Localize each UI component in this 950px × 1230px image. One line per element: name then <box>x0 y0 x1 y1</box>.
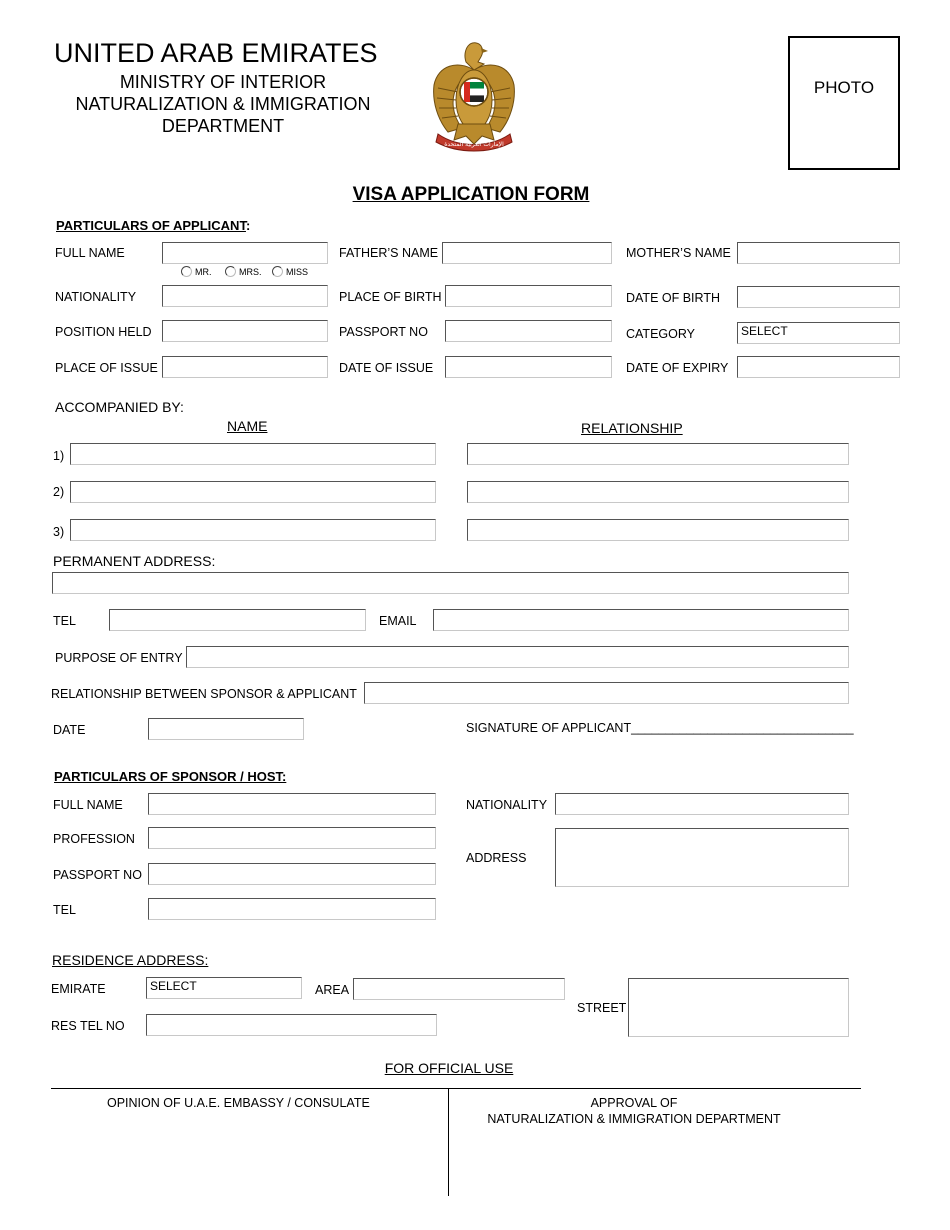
sponsor-section-title: PARTICULARS OF SPONSOR / HOST: <box>54 769 287 784</box>
sponsor-nationality-label: NATIONALITY <box>466 798 548 812</box>
photo-box[interactable] <box>788 36 900 170</box>
full-name-field[interactable] <box>162 242 328 264</box>
applicant-section-title-colon: : <box>245 218 251 233</box>
approval-label-line1: APPROVAL OF <box>590 1096 678 1110</box>
date-of-issue-label: DATE OF ISSUE <box>339 361 434 375</box>
accompanied-name-field-2[interactable] <box>70 481 436 503</box>
sponsor-address-label: ADDRESS <box>466 851 527 865</box>
accompanied-name-field-1[interactable] <box>70 443 436 465</box>
sponsor-passport-no-field[interactable] <box>148 863 436 885</box>
passport-no-field[interactable] <box>445 320 612 342</box>
relationship-sponsor-applicant-field[interactable] <box>364 682 849 704</box>
place-of-birth-field[interactable] <box>445 285 612 307</box>
relationship-sponsor-applicant-label: RELATIONSHIP BETWEEN SPONSOR & APPLICANT <box>51 687 357 701</box>
accompanied-by-title: ACCOMPANIED BY: <box>55 399 184 415</box>
header-department-line2: DEPARTMENT <box>161 116 285 136</box>
nationality-label: NATIONALITY <box>55 290 137 304</box>
sponsor-nationality-field[interactable] <box>555 793 849 815</box>
purpose-of-entry-field[interactable] <box>186 646 849 668</box>
header-department-line1: NATURALIZATION & IMMIGRATION <box>75 94 371 114</box>
accompanied-row-2-number: 2) <box>53 485 65 499</box>
place-of-issue-label: PLACE OF ISSUE <box>55 361 158 375</box>
form-title: VISA APPLICATION FORM <box>352 184 590 205</box>
official-use-divider <box>51 1088 861 1089</box>
accompanied-relationship-field-3[interactable] <box>467 519 849 541</box>
approval-label-line2: NATURALIZATION & IMMIGRATION DEPARTMENT <box>487 1112 781 1126</box>
area-field[interactable] <box>353 978 565 1000</box>
sponsor-full-name-label: FULL NAME <box>53 798 123 812</box>
accompanied-row-3-number: 3) <box>53 525 65 539</box>
date-of-expiry-label: DATE OF EXPIRY <box>626 361 729 375</box>
accompanied-relationship-header: RELATIONSHIP <box>581 420 683 436</box>
emirate-label: EMIRATE <box>51 982 106 996</box>
category-select[interactable]: SELECT <box>737 322 900 344</box>
mothers-name-field[interactable] <box>737 242 900 264</box>
radio-miss-circle <box>272 266 283 277</box>
radio-miss-label: MISS <box>286 266 309 277</box>
date-of-issue-field[interactable] <box>445 356 612 378</box>
nationality-field[interactable] <box>162 285 328 307</box>
radio-miss[interactable] <box>272 266 308 277</box>
position-held-field[interactable] <box>162 320 328 342</box>
radio-mrs-circle <box>225 266 236 277</box>
residence-address-title: RESIDENCE ADDRESS: <box>52 952 209 968</box>
photo-label: PHOTO <box>813 78 875 97</box>
tel-label: TEL <box>53 614 76 628</box>
embassy-opinion-label: OPINION OF U.A.E. EMBASSY / CONSULATE <box>107 1096 370 1110</box>
emblem-ribbon-text: الإمارات العربية المتحدة <box>444 141 504 148</box>
place-of-birth-label: PLACE OF BIRTH <box>339 290 442 304</box>
tel-field[interactable] <box>109 609 366 631</box>
res-tel-no-field[interactable] <box>146 1014 437 1036</box>
radio-mrs-label: MRS. <box>239 266 262 277</box>
street-label: STREET <box>577 1001 627 1015</box>
radio-mr-circle <box>181 266 192 277</box>
radio-mrs[interactable] <box>225 266 262 277</box>
place-of-issue-field[interactable] <box>162 356 328 378</box>
sponsor-tel-field[interactable] <box>148 898 436 920</box>
date-label: DATE <box>53 723 86 737</box>
area-label: AREA <box>315 983 350 997</box>
emirate-select[interactable]: SELECT <box>146 977 302 999</box>
accompanied-name-field-3[interactable] <box>70 519 436 541</box>
uae-falcon-emblem-icon <box>428 40 520 152</box>
date-of-expiry-field[interactable] <box>737 356 900 378</box>
permanent-address-label: PERMANENT ADDRESS: <box>53 553 216 569</box>
sponsor-passport-no-label: PASSPORT NO <box>53 868 142 882</box>
sponsor-profession-label: PROFESSION <box>53 832 135 846</box>
passport-no-label: PASSPORT NO <box>339 325 428 339</box>
position-held-label: POSITION HELD <box>55 325 152 339</box>
applicant-section-title-text: PARTICULARS OF APPLICANT <box>56 218 246 233</box>
date-of-birth-label: DATE OF BIRTH <box>626 291 720 305</box>
category-label: CATEGORY <box>626 327 695 341</box>
sponsor-tel-label: TEL <box>53 903 76 917</box>
full-name-label: FULL NAME <box>55 246 125 260</box>
accompanied-relationship-field-2[interactable] <box>467 481 849 503</box>
mothers-name-label: MOTHER’S NAME <box>626 246 731 260</box>
permanent-address-field[interactable] <box>52 572 849 594</box>
fathers-name-label: FATHER’S NAME <box>339 246 439 260</box>
email-field[interactable] <box>433 609 849 631</box>
official-use-title: FOR OFFICIAL USE <box>384 1060 514 1076</box>
sponsor-full-name-field[interactable] <box>148 793 436 815</box>
header-country: UNITED ARAB EMIRATES <box>54 38 378 68</box>
email-label: EMAIL <box>379 614 417 628</box>
radio-mr[interactable] <box>181 266 212 277</box>
radio-mr-label: MR. <box>195 266 212 277</box>
accompanied-relationship-field-1[interactable] <box>467 443 849 465</box>
accompanied-row-1-number: 1) <box>53 449 65 463</box>
res-tel-no-label: RES TEL NO <box>51 1019 125 1033</box>
date-of-birth-field[interactable] <box>737 286 900 308</box>
fathers-name-field[interactable] <box>442 242 612 264</box>
header-ministry: MINISTRY OF INTERIOR <box>119 72 327 92</box>
sponsor-address-field[interactable] <box>555 828 849 887</box>
sponsor-profession-field[interactable] <box>148 827 436 849</box>
applicant-section-title <box>56 218 250 233</box>
date-field[interactable] <box>148 718 304 740</box>
signature-of-applicant-line[interactable]: SIGNATURE OF APPLICANT________________________________ <box>466 721 854 735</box>
purpose-of-entry-label: PURPOSE OF ENTRY <box>55 651 183 665</box>
accompanied-name-header: NAME <box>227 418 268 434</box>
street-field[interactable] <box>628 978 849 1037</box>
